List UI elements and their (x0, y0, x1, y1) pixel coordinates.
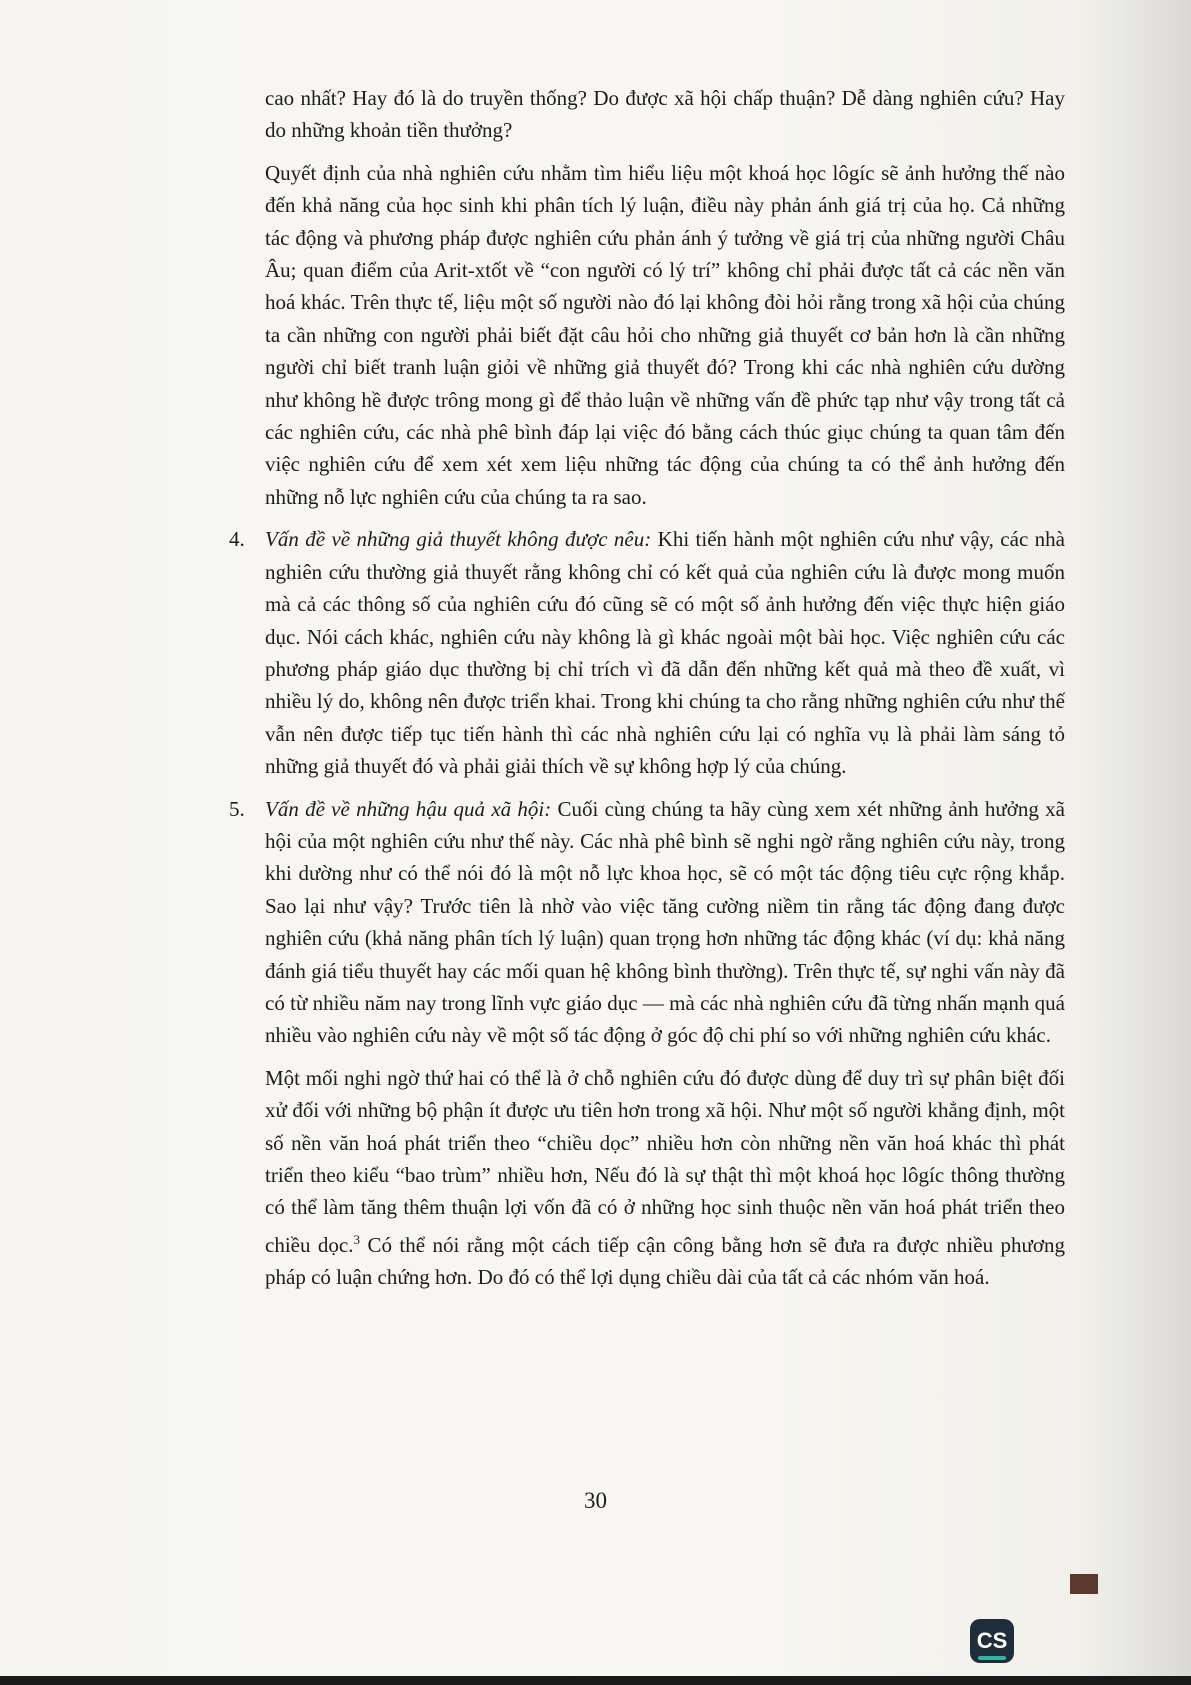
list-item-heading: Vấn đề về những hậu quả xã hội: (265, 796, 552, 821)
page-edge-shadow (1081, 0, 1191, 1685)
corner-mark (1070, 1574, 1098, 1594)
list-item-heading: Vấn đề về những giả thuyết không được nêu: (265, 527, 652, 552)
list-item-4 (229, 523, 1065, 782)
paragraph-1: cao nhất? Hay đó là do truyền thống? Do được xã hội chấp thuận? Dễ dàng nghiên cứu? Hay do những khoản tiền thưởng? (265, 86, 1065, 143)
list-item-text: Cuối cùng chúng ta hãy cùng xem xét những ảnh hưởng xã hội của một nghiên cứu như thế này. Các nhà phê bình sẽ nghi ngờ rằng nghiên cứu này, trong khi dường như có thể nói đó là một nỗ lực khoa học, sẽ có một tác động tiêu cực rộng khắp. Sao lại như vậy? Trước tiên là nhờ vào việc tăng cường niềm tin rằng tác động đang được nghiên cứu (khả năng phân tích lý luận) quan trọng hơn những tác động khác (ví dụ: khả năng đánh giá tiểu thuyết hay các mối quan hệ không bình thường). Trên thực tế, sự nghi vấn này đã có từ nhiều năm nay trong lĩnh vực giáo dục — mà các nhà nghiên cứu đã từng nhấn mạnh quá nhiều vào nghiên cứu này về một số tác động ở góc độ chi phí so với những nghiên cứu khác. (265, 796, 1065, 1048)
bottom-edge (0, 1676, 1191, 1685)
closing-paragraph (265, 1062, 1065, 1294)
footnote-marker: 3 (353, 1231, 361, 1247)
closing-paragraph-end: Có thể nói rằng một cách tiếp cận công bằng hơn sẽ đưa ra được nhiều phương pháp có luận chứng hơn. Do đó có thể lợi dụng chiều dài của tất cả các nhóm văn hoá. (265, 1232, 1066, 1290)
camscanner-badge-icon: CS (970, 1619, 1014, 1663)
list-item-number: 4. (229, 527, 245, 552)
paragraph-2: Quyết định của nhà nghiên cứu nhằm tìm hiểu liệu một khoá học lôgíc sẽ ảnh hưởng thế nào đến khả năng của học sinh khi phân tích lý luận, điều này phản ánh giá trị của họ. Cả những tác động và phương pháp được nghiên cứu phản ánh ý tưởng về giá trị của những người Châu Âu; quan điểm của Arit-xtốt về “con người có lý trí” không chỉ phải được tất cả các nền văn hoá khác. Trên thực tế, liệu một số người nào đó lại không đòi hỏi rằng trong xã hội của chúng ta cần những con người phải biết đặt câu hỏi cho những giả thuyết cơ bản hơn là cần những người chỉ biết tranh luận giỏi về những giả thuyết đó? Trong khi các nhà nghiên cứu dường như không hề được trông mong gì để thảo luận về những vấn đề phức tạp như vậy trong tất cả các nghiên cứu, các nhà phê bình đáp lại việc đó bằng cách thúc giục chúng ta quan tâm đến việc nghiên cứu để xem xét xem liệu những tác động của chúng ta có thể ảnh hưởng đến những nỗ lực nghiên cứu của chúng ta ra sao. (265, 160, 1065, 509)
list-item-5 (229, 793, 1065, 1052)
body-text (229, 82, 1066, 1304)
list-item-text: Khi tiến hành một nghiên cứu như vậy, các nhà nghiên cứu thường giả thuyết rằng không chỉ có kết quả của nghiên cứu là được mong muốn mà cả các thông số của nghiên cứu đó cũng sẽ có một số ảnh hưởng đến việc thực hiện giáo dục. Nói cách khác, nghiên cứu này không là gì khác ngoài một bài học. Việc nghiên cứu các phương pháp giáo dục thường bị chỉ trích vì đã dẫn đến những kết quả mà theo đề xuất, vì nhiều lý do, không nên được triển khai. Trong khi chúng ta cho rằng những nghiên cứu như thế vẫn nên được tiếp tục tiến hành thì các nhà nghiên cứu lại có nghĩa vụ là phải làm sáng tỏ những giả thuyết đó và phải giải thích về sự không hợp lý của chúng. (265, 527, 1065, 779)
list-item-number: 5. (229, 796, 245, 821)
closing-paragraph-start: Một mối nghi ngờ thứ hai có thể là ở chỗ nghiên cứu đó được dùng để duy trì sự phân biệt đối xử đối với những bộ phận ít được ưu tiên hơn trong xã hội. Như một số người khẳng định, một số nền văn hoá phát triển theo “chiều dọc” nhiều hơn còn những nền văn hoá khác thì phát triển theo kiểu “bao trùm” nhiều hơn, Nếu đó là sự thật thì một khoá học lôgíc thông thường có thể làm tăng thêm thuận lợi vốn đã có ở những học sinh thuộc nền văn hoá phát triển theo chiều dọc. (265, 1065, 1065, 1257)
page-number: 30 (584, 1488, 607, 1513)
